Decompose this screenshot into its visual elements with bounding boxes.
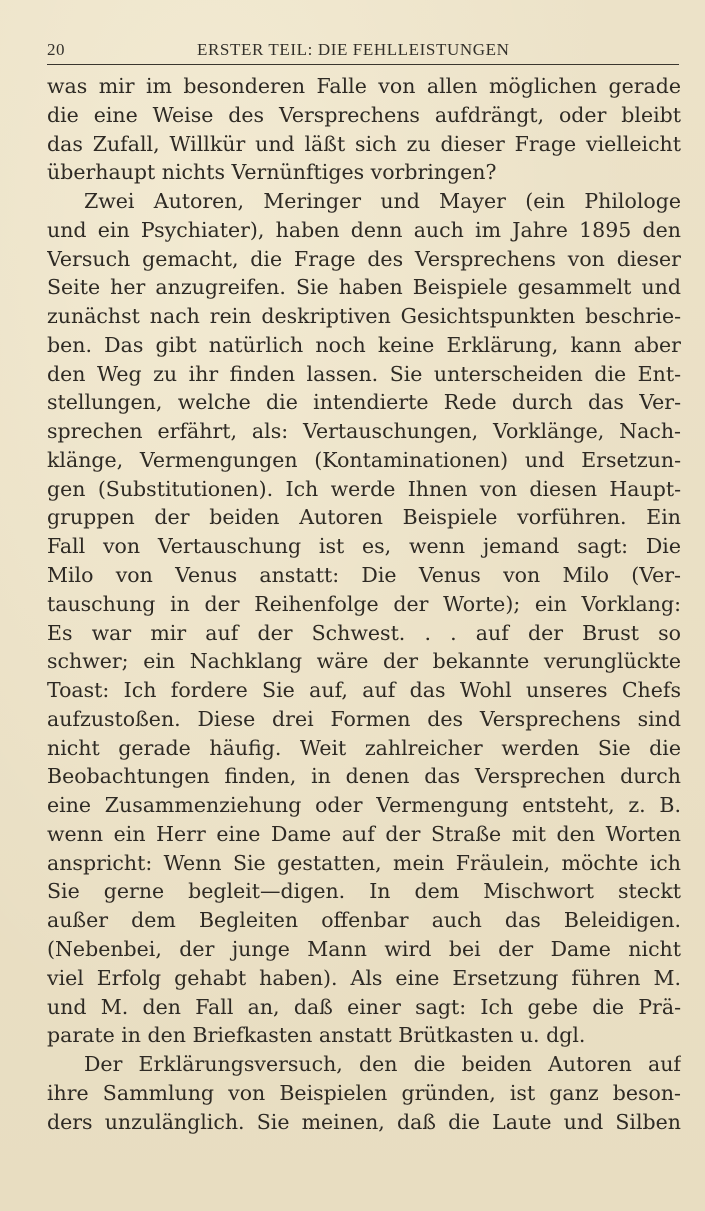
text-line: Toast: Ich fordere Sie auf, auf das Wohl unseres Chefs — [47, 678, 681, 703]
text-line: Sie gerne begleit—digen. In dem Mischwort steckt — [47, 879, 681, 904]
text-line: Seite her anzugreifen. Sie haben Beispiele gesammelt und — [47, 275, 681, 300]
paragraph-start-line: Der Erklärungsversuch, den die beiden Autoren auf — [84, 1052, 681, 1077]
text-line: Milo von Venus anstatt: Die Venus von Milo (Ver- — [47, 563, 681, 588]
text-line: zunächst nach rein deskriptiven Gesichtspunkten beschrie- — [47, 304, 681, 329]
text-line: tauschung in der Reihenfolge der Worte); ein Vorklang: — [47, 591, 681, 616]
page-number: 20 — [47, 40, 65, 59]
paragraph-start-line: Zwei Autoren, Meringer und Mayer (ein Philologe — [84, 189, 681, 214]
text-line: überhaupt nichts Vernünftiges vorbringen? — [47, 160, 497, 185]
page-header — [47, 38, 679, 64]
text-line: aufzustoßen. Diese drei Formen des Versprechens sind — [47, 706, 681, 731]
text-line: gen (Substitutionen). Ich werde Ihnen von diesen Haupt- — [47, 476, 681, 501]
text-line: Beobachtungen finden, in denen das Versprechen durch — [47, 764, 681, 789]
text-line: (Nebenbei, der junge Mann wird bei der Dame nicht — [47, 936, 681, 961]
text-line: klänge, Vermengungen (Kontaminationen) und Ersetzun- — [47, 447, 681, 472]
header-rule — [47, 64, 679, 65]
text-line: viel Erfolg gehabt haben). Als eine Ersetzung führen M. — [47, 965, 681, 990]
text-line: gruppen der beiden Autoren Beispiele vorführen. Ein — [47, 505, 681, 530]
text-line: wenn ein Herr eine Dame auf der Straße mit den Worten — [47, 821, 681, 846]
text-line: sprechen erfährt, als: Vertauschungen, Vorklänge, Nach- — [47, 419, 681, 444]
body-text — [47, 72, 681, 1136]
text-line: Es war mir auf der Schwest. . . auf der Brust so — [47, 620, 681, 645]
text-line: den Weg zu ihr finden lassen. Sie unterscheiden die Ent- — [47, 361, 681, 386]
text-line: ben. Das gibt natürlich noch keine Erklärung, kann aber — [47, 332, 681, 357]
text-line: und M. den Fall an, daß einer sagt: Ich gebe die Prä- — [47, 994, 681, 1019]
text-line: was mir im besonderen Falle von allen möglichen gerade — [47, 74, 681, 98]
text-line: parate in den Briefkasten anstatt Brütkasten u. dgl. — [47, 1023, 586, 1048]
text-line: ders unzulänglich. Sie meinen, daß die Laute und Silben — [47, 1109, 681, 1134]
running-title: ERSTER TEIL: DIE FEHLLEISTUNGEN — [197, 40, 510, 59]
text-line: Versuch gemacht, die Frage des Versprechens von dieser — [47, 246, 681, 271]
text-line: und ein Psychiater), haben denn auch im Jahre 1895 den — [47, 217, 681, 242]
text-line: eine Zusammenziehung oder Vermengung entsteht, z. B. — [47, 793, 681, 818]
text-line: anspricht: Wenn Sie gestatten, mein Fräulein, möchte ich — [47, 850, 681, 875]
text-line: das Zufall, Willkür und läßt sich zu dieser Frage vielleicht — [47, 131, 681, 156]
text-line: die eine Weise des Versprechens aufdrängt, oder bleibt — [47, 102, 681, 127]
text-line: Fall von Vertauschung ist es, wenn jemand sagt: Die — [47, 534, 681, 559]
text-line: ihre Sammlung von Beispielen gründen, ist ganz beson- — [47, 1080, 681, 1105]
text-line: stellungen, welche die intendierte Rede durch das Ver- — [47, 390, 681, 415]
text-line: schwer; ein Nachklang wäre der bekannte verunglückte — [47, 649, 681, 674]
text-line: außer dem Begleiten offenbar auch das Beleidigen. — [47, 908, 681, 933]
text-line: nicht gerade häufig. Weit zahlreicher werden Sie die — [47, 735, 681, 760]
